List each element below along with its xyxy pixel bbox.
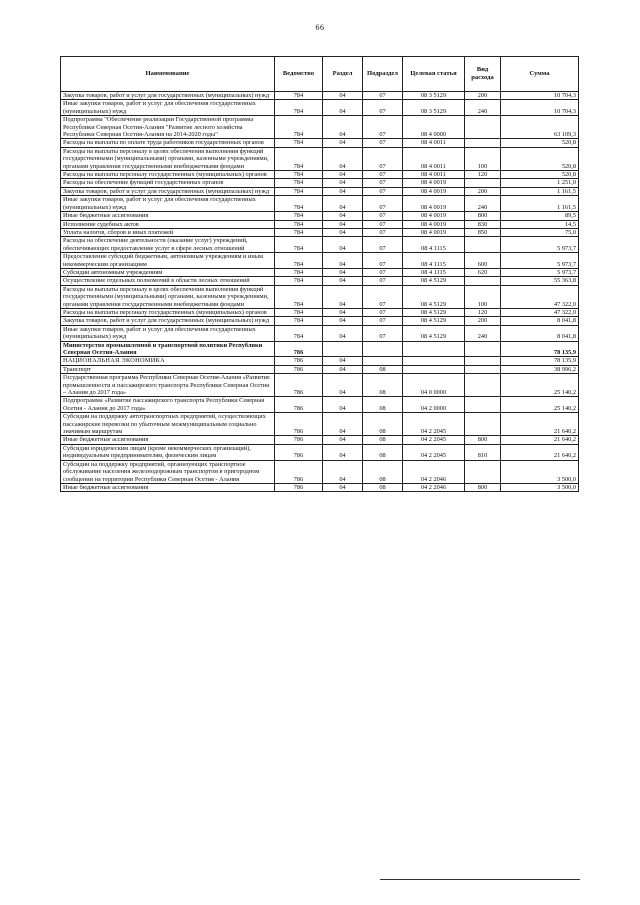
table-row (61, 436, 579, 444)
cell-name: Закупка товаров, работ и услуг для государственных (муниципальных) нужд (61, 317, 275, 325)
cell-section: 04 (323, 100, 363, 116)
cell-name: Иные бюджетные ассигнования (61, 483, 275, 491)
cell-subsection: 07 (363, 187, 403, 195)
cell-subsection: 08 (363, 436, 403, 444)
cell-department: 786 (275, 460, 323, 483)
cell-department: 784 (275, 220, 323, 228)
table-row (61, 341, 579, 357)
cell-subsection: 07 (363, 196, 403, 212)
cell-name: Расходы на обеспечение функций государственных органов (61, 179, 275, 187)
cell-department: 784 (275, 308, 323, 316)
cell-amount: 3 500,0 (501, 460, 579, 483)
cell-department: 784 (275, 228, 323, 236)
cell-expense-type (465, 357, 501, 365)
cell-section: 04 (323, 228, 363, 236)
cell-section: 04 (323, 277, 363, 285)
cell-subsection: 07 (363, 171, 403, 179)
cell-amount: 25 140,2 (501, 374, 579, 397)
cell-amount: 63 109,3 (501, 116, 579, 139)
cell-amount: 10 704,3 (501, 92, 579, 100)
cell-amount: 10 704,3 (501, 100, 579, 116)
cell-section: 04 (323, 444, 363, 460)
cell-expense-type (465, 341, 501, 357)
cell-subsection: 07 (363, 268, 403, 276)
cell-expense-type (465, 237, 501, 253)
cell-expense-type: 240 (465, 196, 501, 212)
cell-section: 04 (323, 325, 363, 341)
table-row (61, 171, 579, 179)
cell-amount: 21 640,2 (501, 413, 579, 436)
cell-section: 04 (323, 116, 363, 139)
cell-department: 784 (275, 325, 323, 341)
cell-name: Министерство промышленной и транспортной политики Республики Северная Осетия-Алания (61, 341, 275, 357)
table-row (61, 325, 579, 341)
cell-name: Подпрограмма «Развитие пассажирского транспорта Республики Северная Осетия - Алания до 2017 года» (61, 397, 275, 413)
cell-section: 04 (323, 308, 363, 316)
cell-amount: 8 041,8 (501, 325, 579, 341)
cell-name: Расходы на выплаты персоналу государственных (муниципальных) органов (61, 308, 275, 316)
table-row (61, 237, 579, 253)
cell-name: Транспорт (61, 365, 275, 373)
cell-amount: 78 135,9 (501, 357, 579, 365)
cell-subsection: 07 (363, 228, 403, 236)
cell-amount: 55 363,8 (501, 277, 579, 285)
cell-target: 08 4 5129 (403, 325, 465, 341)
cell-section: 04 (323, 413, 363, 436)
cell-name: Иные бюджетные ассигнования (61, 212, 275, 220)
cell-expense-type: 240 (465, 100, 501, 116)
table-row (61, 397, 579, 413)
cell-target: 08 3 5129 (403, 100, 465, 116)
cell-department: 784 (275, 212, 323, 220)
cell-subsection: 07 (363, 147, 403, 170)
cell-subsection: 08 (363, 413, 403, 436)
cell-subsection: 07 (363, 116, 403, 139)
cell-department: 784 (275, 179, 323, 187)
cell-expense-type: 200 (465, 187, 501, 195)
cell-subsection: 07 (363, 277, 403, 285)
cell-department: 784 (275, 92, 323, 100)
cell-target: 08 4 5129 (403, 285, 465, 308)
cell-subsection: 07 (363, 308, 403, 316)
cell-department: 784 (275, 253, 323, 269)
cell-amount: 520,8 (501, 139, 579, 147)
cell-section: 04 (323, 253, 363, 269)
cell-name: Исполнение судебных актов (61, 220, 275, 228)
table-row (61, 196, 579, 212)
cell-department: 784 (275, 139, 323, 147)
cell-expense-type: 810 (465, 444, 501, 460)
cell-target: 08 4 0019 (403, 179, 465, 187)
cell-section: 04 (323, 196, 363, 212)
cell-amount: 5 973,7 (501, 253, 579, 269)
cell-expense-type (465, 460, 501, 483)
header-name: Наименование (61, 57, 275, 92)
cell-department: 784 (275, 285, 323, 308)
header-subsection: Подраздел (363, 57, 403, 92)
cell-name: Закупка товаров, работ и услуг для государственных (муниципальных) нужд (61, 92, 275, 100)
cell-amount: 1 161,5 (501, 196, 579, 212)
table-row (61, 460, 579, 483)
cell-target: 08 4 5129 (403, 317, 465, 325)
cell-department: 784 (275, 100, 323, 116)
cell-target (403, 357, 465, 365)
table-row (61, 179, 579, 187)
cell-section: 04 (323, 436, 363, 444)
table-row (61, 413, 579, 436)
cell-target: 08 4 5129 (403, 308, 465, 316)
cell-target: 08 4 0019 (403, 187, 465, 195)
cell-section: 04 (323, 220, 363, 228)
cell-name: Иные закупки товаров, работ и услуг для обеспечения государственных (муниципальных) нужд (61, 325, 275, 341)
cell-target (403, 341, 465, 357)
cell-name: Расходы на выплаты персоналу государственных (муниципальных) органов (61, 171, 275, 179)
cell-department: 784 (275, 317, 323, 325)
cell-amount: 21 640,2 (501, 444, 579, 460)
header-section: Раздел (323, 57, 363, 92)
cell-subsection: 08 (363, 365, 403, 373)
cell-target: 08 4 0011 (403, 139, 465, 147)
cell-subsection: 07 (363, 325, 403, 341)
cell-section (323, 341, 363, 357)
cell-section: 04 (323, 171, 363, 179)
cell-subsection: 08 (363, 374, 403, 397)
cell-expense-type: 100 (465, 147, 501, 170)
cell-expense-type (465, 116, 501, 139)
cell-section: 04 (323, 92, 363, 100)
table-row (61, 365, 579, 373)
cell-amount: 5 973,7 (501, 237, 579, 253)
cell-section: 04 (323, 483, 363, 491)
cell-target: 08 4 0011 (403, 147, 465, 170)
cell-subsection: 08 (363, 483, 403, 491)
table-row (61, 444, 579, 460)
cell-name: Иные закупки товаров, работ и услуг для обеспечения государственных (муниципальных) нужд (61, 100, 275, 116)
cell-subsection: 07 (363, 92, 403, 100)
cell-name: Субсидии на поддержку автотранспортных предприятий, осуществляющих пассажирские перевозки по убыточным межмуниципальным социально значимым маршрутам (61, 413, 275, 436)
table-row (61, 357, 579, 365)
table-row (61, 187, 579, 195)
cell-subsection: 07 (363, 212, 403, 220)
cell-expense-type (465, 179, 501, 187)
cell-subsection: 07 (363, 285, 403, 308)
page-number: 66 (315, 23, 325, 32)
cell-target: 08 4 5129 (403, 277, 465, 285)
cell-amount: 14,5 (501, 220, 579, 228)
cell-section: 04 (323, 212, 363, 220)
cell-amount: 520,8 (501, 171, 579, 179)
cell-expense-type: 120 (465, 171, 501, 179)
cell-expense-type: 200 (465, 317, 501, 325)
cell-target: 08 4 0000 (403, 116, 465, 139)
cell-amount: 520,8 (501, 147, 579, 170)
table-row (61, 139, 579, 147)
cell-department: 784 (275, 116, 323, 139)
cell-amount: 89,5 (501, 212, 579, 220)
cell-section: 04 (323, 187, 363, 195)
cell-section: 04 (323, 317, 363, 325)
cell-expense-type: 100 (465, 285, 501, 308)
header-department: Ведомство (275, 57, 323, 92)
cell-expense-type: 120 (465, 308, 501, 316)
cell-name: Субсидии автономным учреждениям (61, 268, 275, 276)
table-row (61, 277, 579, 285)
cell-department: 784 (275, 268, 323, 276)
cell-name: Расходы на выплаты персоналу в целях обеспечения выполнения функций государственными (муниципальными) органами, казенными учреждениями, органами управления государственными внебюджетными фондами (61, 285, 275, 308)
header-target: Целевая статья (403, 57, 465, 92)
cell-section: 04 (323, 237, 363, 253)
cell-section: 04 (323, 147, 363, 170)
cell-amount: 78 135,9 (501, 341, 579, 357)
cell-amount: 75,0 (501, 228, 579, 236)
cell-amount: 25 140,2 (501, 397, 579, 413)
cell-expense-type: 200 (465, 92, 501, 100)
cell-target: 04 2 2046 (403, 483, 465, 491)
cell-target: 08 4 0019 (403, 220, 465, 228)
cell-expense-type: 800 (465, 436, 501, 444)
table-row (61, 253, 579, 269)
cell-target: 08 4 1115 (403, 253, 465, 269)
cell-name: Иные бюджетные ассигнования (61, 436, 275, 444)
cell-name: Осуществление отдельных полномочий в области лесных отношений (61, 277, 275, 285)
cell-amount: 3 500,0 (501, 483, 579, 491)
cell-subsection: 07 (363, 220, 403, 228)
table-row (61, 374, 579, 397)
cell-section: 04 (323, 365, 363, 373)
budget-table (60, 56, 579, 492)
table-row (61, 92, 579, 100)
cell-name: Предоставление субсидий бюджетным, автономным учреждениям и иным некоммерческим организациям (61, 253, 275, 269)
cell-department: 786 (275, 374, 323, 397)
header-amount: Сумма (501, 57, 579, 92)
cell-amount: 1 161,5 (501, 187, 579, 195)
cell-name: Расходы на обеспечение деятельности (оказание услуг) учреждений, обеспечивающих предоставление услуг в сфере лесных отношений (61, 237, 275, 253)
cell-department: 784 (275, 147, 323, 170)
cell-department: 786 (275, 413, 323, 436)
cell-target (403, 365, 465, 373)
cell-target: 08 4 0019 (403, 228, 465, 236)
cell-amount: 21 640,2 (501, 436, 579, 444)
header-expense-type: Вид расхода (465, 57, 501, 92)
cell-section: 04 (323, 374, 363, 397)
table-row (61, 317, 579, 325)
cell-subsection: 07 (363, 253, 403, 269)
cell-section: 04 (323, 397, 363, 413)
cell-expense-type: 850 (465, 228, 501, 236)
cell-amount: 47 322,0 (501, 308, 579, 316)
cell-subsection: 07 (363, 317, 403, 325)
cell-department: 784 (275, 237, 323, 253)
cell-name: Расходы на выплаты по оплате труда работников государственных органов (61, 139, 275, 147)
cell-department: 786 (275, 483, 323, 491)
cell-section: 04 (323, 139, 363, 147)
table-row (61, 228, 579, 236)
cell-target: 08 4 1115 (403, 237, 465, 253)
cell-target: 08 3 5129 (403, 92, 465, 100)
cell-name: Расходы на выплаты персоналу в целях обеспечения выполнения функций государственными (муниципальными) органами, казенными учреждениями, органами управления государственными внебюджетными фондами (61, 147, 275, 170)
table-row (61, 116, 579, 139)
cell-expense-type (465, 139, 501, 147)
cell-expense-type: 800 (465, 483, 501, 491)
cell-department: 786 (275, 357, 323, 365)
cell-subsection: 07 (363, 237, 403, 253)
cell-target: 04 2 0000 (403, 397, 465, 413)
cell-department: 786 (275, 444, 323, 460)
cell-subsection (363, 357, 403, 365)
cell-department: 786 (275, 436, 323, 444)
cell-department: 784 (275, 171, 323, 179)
cell-department: 784 (275, 187, 323, 195)
cell-amount: 8 041,8 (501, 317, 579, 325)
cell-subsection: 07 (363, 100, 403, 116)
cell-name: НАЦИОНАЛЬНАЯ ЭКОНОМИКА (61, 357, 275, 365)
cell-subsection: 08 (363, 444, 403, 460)
cell-section: 04 (323, 268, 363, 276)
cell-department: 784 (275, 277, 323, 285)
cell-subsection: 08 (363, 397, 403, 413)
cell-section: 04 (323, 460, 363, 483)
cell-expense-type (465, 365, 501, 373)
cell-department: 786 (275, 341, 323, 357)
cell-name: Субсидии на поддержку предприятий, организующих транспортное обслуживание населения железнодорожным транспортом в пригородном сообщении на территории Республики Северная Осетия - Алания (61, 460, 275, 483)
cell-expense-type: 800 (465, 212, 501, 220)
cell-section: 04 (323, 285, 363, 308)
cell-department: 786 (275, 365, 323, 373)
cell-name: Подпрограмма "Обеспечение реализации Государственной программы Республики Северная Осетия-Алания "Развитие лесного хозяйства Республики Северная Осетия-Алания на 2014-2020 годы" (61, 116, 275, 139)
cell-name: Иные закупки товаров, работ и услуг для обеспечения государственных (муниципальных) нужд (61, 196, 275, 212)
bottom-rule (380, 879, 580, 880)
table-row (61, 147, 579, 170)
cell-subsection: 07 (363, 139, 403, 147)
cell-target: 04 2 2045 (403, 413, 465, 436)
cell-name: Субсидии юридическим лицам (кроме некоммерческих организаций), индивидуальным предпринимателям, физическим лицам (61, 444, 275, 460)
cell-subsection: 07 (363, 179, 403, 187)
cell-section: 04 (323, 179, 363, 187)
table-row (61, 220, 579, 228)
cell-expense-type (465, 413, 501, 436)
cell-subsection: 08 (363, 460, 403, 483)
cell-amount: 38 996,2 (501, 365, 579, 373)
cell-expense-type: 620 (465, 268, 501, 276)
cell-expense-type (465, 397, 501, 413)
table-row (61, 308, 579, 316)
cell-subsection (363, 341, 403, 357)
table-row (61, 285, 579, 308)
cell-amount: 1 251,0 (501, 179, 579, 187)
cell-target: 08 4 0019 (403, 212, 465, 220)
cell-amount: 47 322,0 (501, 285, 579, 308)
cell-target: 08 4 0011 (403, 171, 465, 179)
cell-target: 08 4 0019 (403, 196, 465, 212)
cell-target: 04 2 2046 (403, 460, 465, 483)
cell-expense-type (465, 374, 501, 397)
cell-expense-type: 830 (465, 220, 501, 228)
cell-department: 786 (275, 397, 323, 413)
table-header-row (61, 57, 579, 92)
cell-amount: 5 973,7 (501, 268, 579, 276)
cell-expense-type: 240 (465, 325, 501, 341)
cell-section: 04 (323, 357, 363, 365)
cell-department: 784 (275, 196, 323, 212)
cell-expense-type (465, 277, 501, 285)
cell-name: Государственная программа Республики Северная Осетия-Алания «Развитие промышленности и пассажирского транспорта Республики Северная Осетия – Алания до 2017 года» (61, 374, 275, 397)
cell-name: Уплата налогов, сборов и иных платежей (61, 228, 275, 236)
cell-target: 04 0 0000 (403, 374, 465, 397)
table-row (61, 212, 579, 220)
table-row (61, 483, 579, 491)
cell-target: 08 4 1115 (403, 268, 465, 276)
cell-target: 04 2 2045 (403, 444, 465, 460)
table-row (61, 268, 579, 276)
cell-expense-type: 600 (465, 253, 501, 269)
cell-name: Закупка товаров, работ и услуг для государственных (муниципальных) нужд (61, 187, 275, 195)
table-row (61, 100, 579, 116)
cell-target: 04 2 2045 (403, 436, 465, 444)
